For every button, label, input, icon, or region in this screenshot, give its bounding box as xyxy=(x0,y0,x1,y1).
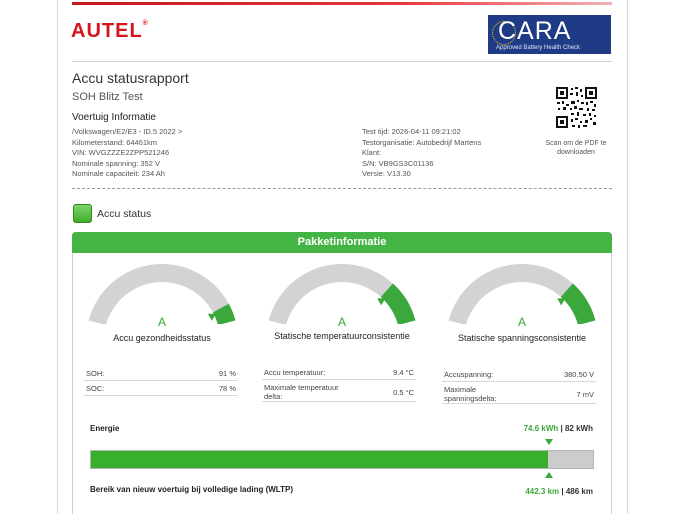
temperature-grade: A xyxy=(337,315,346,329)
gauge-pointer-icon xyxy=(208,314,216,321)
range-marker-icon xyxy=(545,472,553,478)
autel-logo: AUTEL® xyxy=(71,20,149,42)
accu-voltage-row: Accuspanning: 380.50 V xyxy=(442,370,596,382)
temperature-gauge-label: Statische temperatuurconsistentie xyxy=(274,331,410,341)
max-temperature-delta-row: Maximale temperatuur delta: 0.5 °C xyxy=(264,383,414,401)
energy-bar-fill xyxy=(91,451,548,468)
vehicle-info-line: /Volkswagen/E2/E3 - ID.5 2022 > xyxy=(72,127,183,136)
gauge-pointer-icon xyxy=(377,298,385,305)
test-info-line: Test tijd: 2026-04-11 09:21:02 xyxy=(362,127,461,136)
header-divider xyxy=(72,61,612,62)
vehicle-info-line: VIN: WVGZZZE2ZPP521246 xyxy=(72,148,170,157)
soc-row: SOC: 78 % xyxy=(84,384,238,396)
section-divider xyxy=(72,188,612,189)
gauge-pointer-icon xyxy=(557,298,565,305)
battery-status-icon xyxy=(73,204,92,223)
pack-info-header: Pakketinformatie xyxy=(72,232,612,253)
energy-values: 74.6 kWh | 82 kWh xyxy=(523,424,593,433)
top-accent-bar xyxy=(72,2,612,5)
max-voltage-delta-row: Maximale spanningsdelta: 7 mV xyxy=(444,385,594,403)
accu-temperature-row: Accu temperatuur: 9.4 °C xyxy=(262,368,416,380)
energy-label: Energie xyxy=(90,424,120,433)
vehicle-info-line: Nominale capaciteit: 234 Ah xyxy=(72,169,165,178)
qr-download-note: Scan om de PDF te downloaden xyxy=(545,140,607,156)
qr-code-icon[interactable] xyxy=(555,86,598,129)
vehicle-info-line: Kilometerstand: 64461km xyxy=(72,137,158,147)
range-label: Bereik van nieuw voertuig bij volledige lading (WLTP) xyxy=(90,485,293,494)
energy-marker-icon xyxy=(545,439,553,445)
health-grade: A xyxy=(157,315,166,329)
vehicle-info-heading: Voertuig Informatie xyxy=(72,112,156,123)
accu-status-heading: Accu status xyxy=(97,208,152,220)
range-values: 442.3 km | 486 km xyxy=(525,487,593,496)
soh-row: SOH: 91 % xyxy=(84,369,238,381)
test-info-list xyxy=(362,127,481,180)
voltage-gauge-label: Statische spanningsconsistentie xyxy=(457,333,587,343)
report-subtitle: SOH Blitz Test xyxy=(72,91,143,103)
test-info-line: Versie: V13.30 xyxy=(362,169,411,178)
vehicle-info-list xyxy=(72,127,182,180)
report-title: Accu statusrapport xyxy=(72,70,189,86)
energy-bar xyxy=(90,450,594,469)
test-info-line: Klant: xyxy=(362,148,382,157)
health-gauge-label: Accu gezondheidsstatus xyxy=(113,333,211,343)
voltage-grade: A xyxy=(517,315,526,329)
cara-logo: CARA Approved Battery Health Check xyxy=(488,15,611,54)
test-info-line: S/N: VB9GS3C01136 xyxy=(362,158,434,168)
test-info-line: Testorganisatie: Autobedrijf Martens xyxy=(362,137,482,147)
vehicle-info-line: Nominale spanning: 352 V xyxy=(72,158,160,168)
